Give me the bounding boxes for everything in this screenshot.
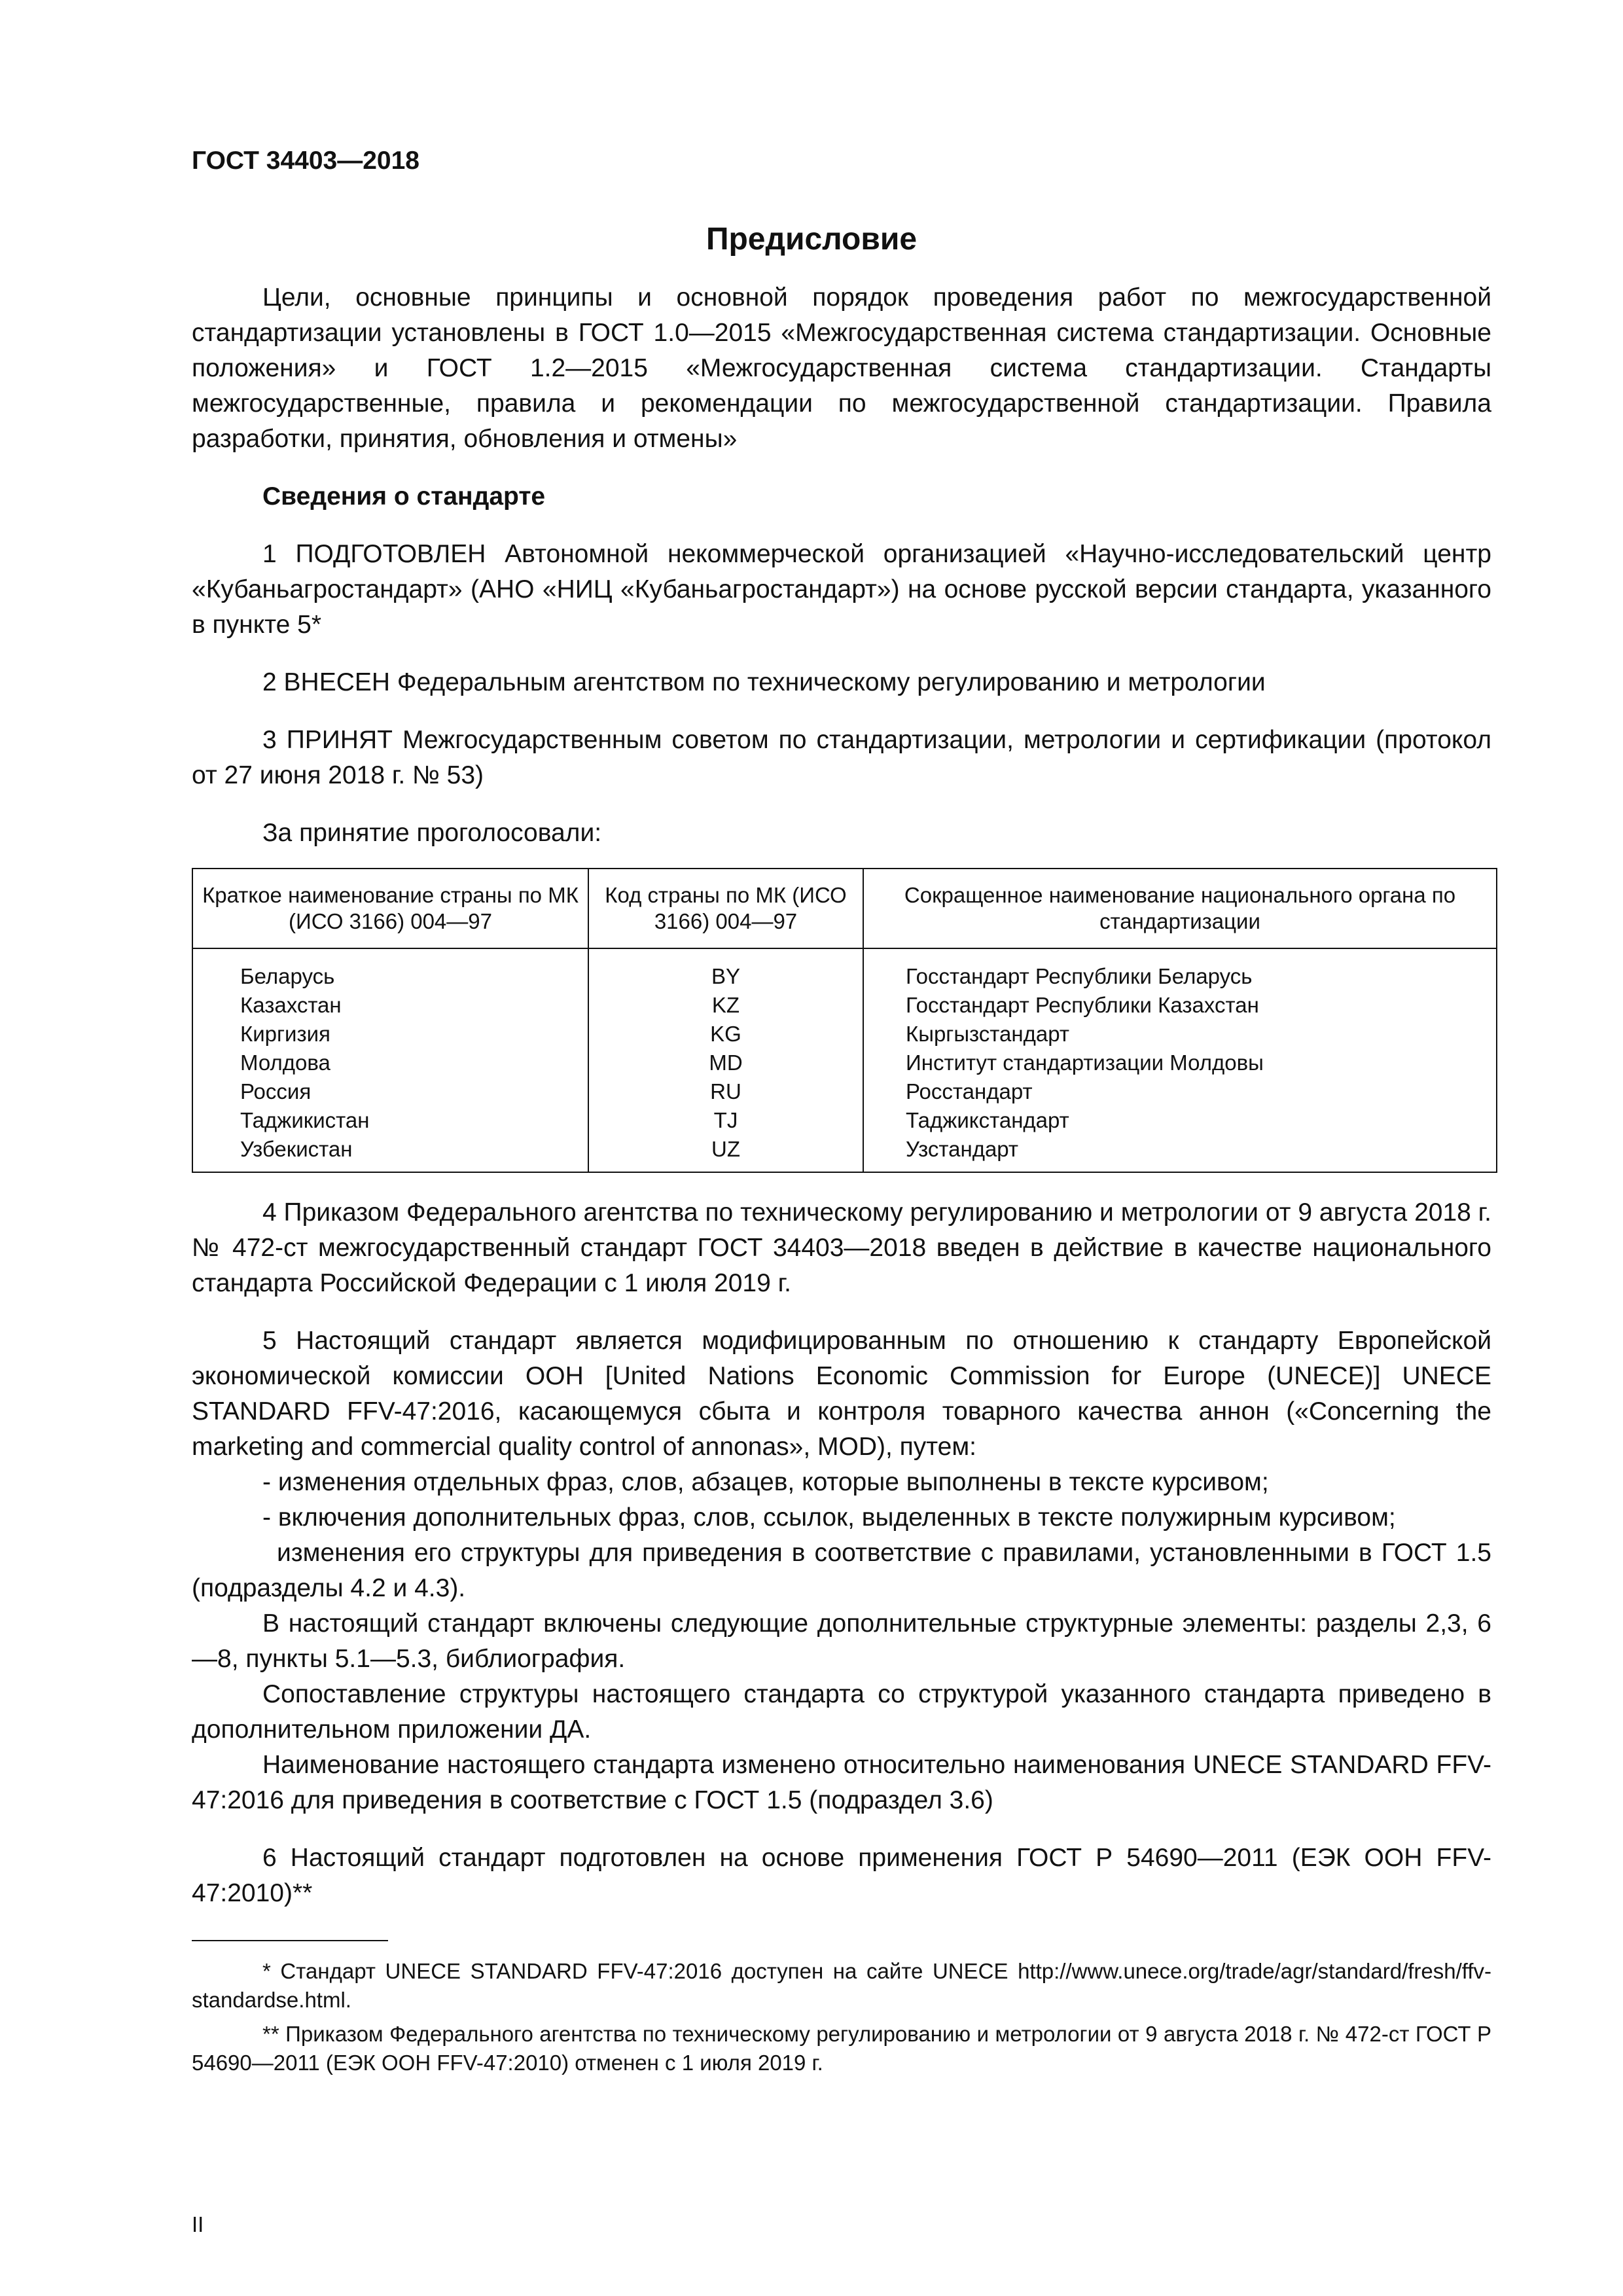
footnote-1-end: .: [345, 1988, 351, 2012]
vote-intro: За принятие проголосовали:: [262, 819, 602, 847]
item-4-paragraph: 4 Приказом Федерального агентства по техническому регулированию и метрологии от 9 августа 2018 г. № 472-ст межгосударственный стандарт ГОСТ 34403—2018 введен в действие в качестве национального стандарта Российской Федерации с 1 июля 2019 г.: [192, 1198, 1491, 1297]
table-header-row: [192, 869, 1497, 948]
country-cell: Россия: [192, 1077, 588, 1106]
page-number: II: [192, 2212, 204, 2236]
item-5-structure-comparison: Сопоставление структуры настоящего стандарта со структурой указанного стандарта приведено в дополнительном приложении ДА.: [192, 1680, 1491, 1744]
table-row: [192, 991, 1497, 1020]
table-row: [192, 1020, 1497, 1049]
item-5-bullet-1: - изменения отдельных фраз, слов, абзацев, которые выполнены в тексте курсивом;: [262, 1468, 1269, 1496]
table-row: [192, 1135, 1497, 1172]
body-cell: Госстандарт Республики Казахстан: [863, 991, 1497, 1020]
country-cell: Таджикистан: [192, 1106, 588, 1135]
table-row: [192, 1049, 1497, 1077]
body-cell: Институт стандартизации Молдовы: [863, 1049, 1497, 1077]
intro-paragraph: Цели, основные принципы и основной порядок проведения работ по межгосударственной стандартизации установлены в ГОСТ 1.0—2015 «Межгосударственная система стандартизации. Основные положения» и ГОСТ 1.2—2015 «Межгосударственная система стандартизации. Стандарты межгосударственные, правила и рекомендации по межгосударственной стандартизации. Правила разработки, принятия, обновления и отмены»: [192, 283, 1491, 453]
table-row: [192, 1077, 1497, 1106]
column-header-code: Код страны по МК (ИСО 3166) 004—97: [588, 869, 863, 948]
code-cell: UZ: [588, 1135, 863, 1172]
item-6-paragraph: 6 Настоящий стандарт подготовлен на основе применения ГОСТ Р 54690—2011 (ЕЭК ООН FFV-47:2010)**: [192, 1844, 1491, 1907]
item-5-paragraph: 5 Настоящий стандарт является модифицированным по отношению к стандарту Европейской экономической комиссии ООН [United Nations Economic Commission for Europe (UNECE)] UNECE STANDARD FFV-47:2016, касающемуся сбыта и контроля товарного качества аннон («Concerning the marketing and commercial quality control of annonas», MOD), путем:: [192, 1327, 1491, 1461]
country-cell: Казахстан: [192, 991, 588, 1020]
item-1-paragraph: 1 ПОДГОТОВЛЕН Автономной некоммерческой организацией «Научно-исследовательский центр «Кубаньагростандарт» (АНО «НИЦ «Кубаньагростандарт») на основе русской версии стандарта, указанного в пункте 5*: [192, 540, 1491, 639]
column-header-country: Краткое наименование страны по МК (ИСО 3166) 004—97: [192, 869, 588, 948]
table-row: [192, 948, 1497, 991]
info-heading: Сведения о стандарте: [262, 482, 546, 511]
standard-code-header: ГОСТ 34403—2018: [192, 147, 419, 175]
document-body: [192, 280, 1491, 2077]
body-cell: Таджикстандарт: [863, 1106, 1497, 1135]
body-cell: Кыргызстандарт: [863, 1020, 1497, 1049]
item-2-paragraph: 2 ВНЕСЕН Федеральным агентством по техническому регулированию и метрологии: [262, 668, 1266, 696]
code-cell: TJ: [588, 1106, 863, 1135]
item-5-bullet-3: изменения его структуры для приведения в соответствие с правилами, установленными в ГОСТ 1.5 (подразделы 4.2 и 4.3).: [192, 1539, 1491, 1602]
item-5-additional-elements: В настоящий стандарт включены следующие дополнительные структурные элементы: разделы 2,3, 6—8, пункты 5.1—5.3, библиография.: [192, 1609, 1491, 1673]
footnote-2: ** Приказом Федерального агентства по техническому регулированию и метрологии от 9 августа 2018 г. № 472-ст ГОСТ Р 54690—2011 (ЕЭК ООН FFV-47:2010) отменен с 1 июля 2019 г.: [192, 2022, 1491, 2075]
item-5-name-change: Наименование настоящего стандарта изменено относительно наименования UNECE STANDARD FFV-47:2016 для приведения в соответствие с ГОСТ 1.5 (подраздел 3.6): [192, 1751, 1491, 1814]
body-cell: Узстандарт: [863, 1135, 1497, 1172]
item-3-paragraph: 3 ПРИНЯТ Межгосударственным советом по стандартизации, метрологии и сертификации (протокол от 27 июня 2018 г. № 53): [192, 726, 1491, 789]
footnote-1-text: * Стандарт UNECE STANDARD FFV-47:2016 доступен на сайте UNECE: [262, 1959, 1018, 1983]
item-5-bullet-2: - включения дополнительных фраз, слов, ссылок, выделенных в тексте полужирным курсивом;: [262, 1503, 1396, 1532]
table-row: [192, 1106, 1497, 1135]
footnote-1: [192, 1957, 1491, 2015]
code-cell: KZ: [588, 991, 863, 1020]
page-title: Предисловие: [705, 222, 918, 257]
code-cell: MD: [588, 1049, 863, 1077]
column-header-body: Сокращенное наименование национального органа по стандартизации: [863, 869, 1497, 948]
country-cell: Молдова: [192, 1049, 588, 1077]
code-cell: BY: [588, 948, 863, 991]
code-cell: KG: [588, 1020, 863, 1049]
unece-standard-link[interactable]: http://www.unece.org/trade/agr/standard/fresh/ffv-standardse.html: [192, 1959, 1491, 2012]
body-cell: Росстандарт: [863, 1077, 1497, 1106]
country-cell: Узбекистан: [192, 1135, 588, 1172]
country-cell: Киргизия: [192, 1020, 588, 1049]
code-cell: RU: [588, 1077, 863, 1106]
body-cell: Госстандарт Республики Беларусь: [863, 948, 1497, 991]
country-cell: Беларусь: [192, 948, 588, 991]
voting-table: [192, 868, 1497, 1173]
